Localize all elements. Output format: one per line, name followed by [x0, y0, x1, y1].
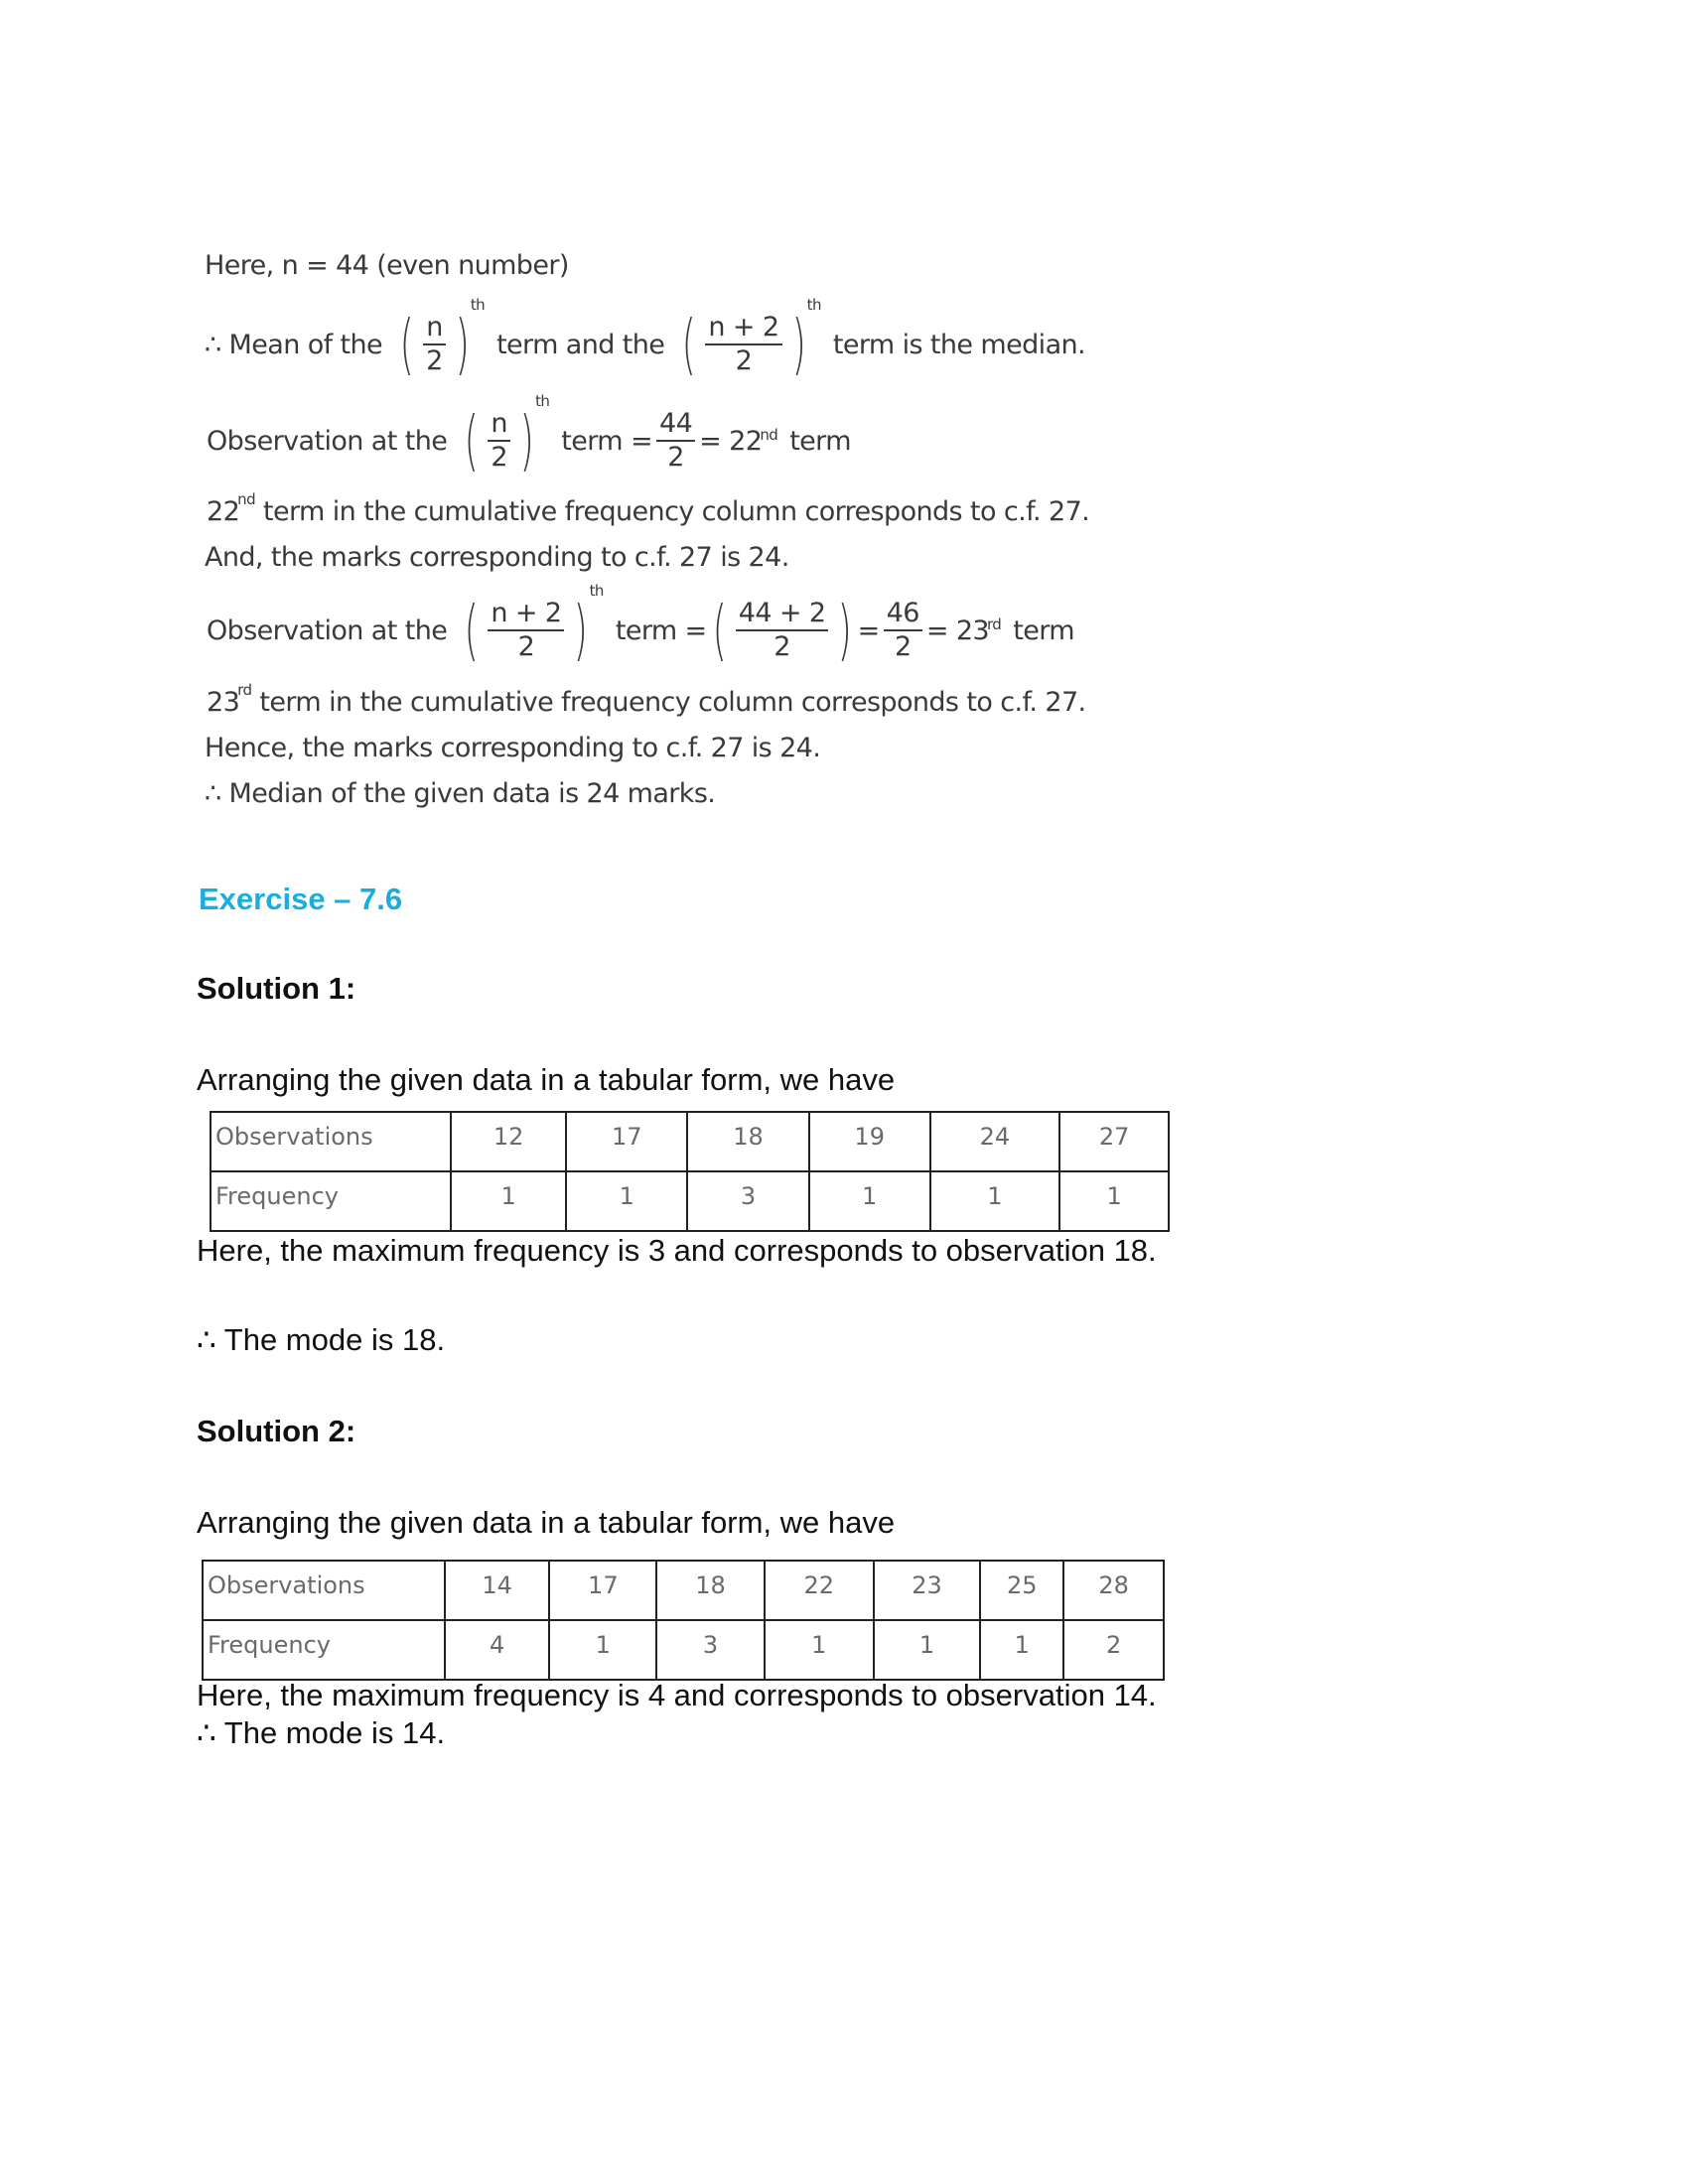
- table-cell: 2: [1063, 1620, 1164, 1680]
- solution-1-intro: Arranging the given data in a tabular form, we have: [197, 1062, 896, 1097]
- fraction-denominator: 2: [735, 345, 753, 376]
- table-row-frequency: [203, 1620, 1164, 1680]
- result-value: = 23: [925, 614, 989, 646]
- cf-23rd-line: [207, 681, 1086, 718]
- solution-1-title: Solution 1:: [197, 971, 356, 1006]
- table-cell: 1: [809, 1171, 930, 1231]
- table-row-observations: [203, 1561, 1164, 1620]
- row-label-observations: Observations: [211, 1112, 451, 1171]
- row-label-frequency: Frequency: [203, 1620, 445, 1680]
- ordinal-superscript: th: [589, 581, 604, 600]
- result-suffix: term: [789, 425, 851, 457]
- fraction-numerator: n + 2: [488, 600, 564, 631]
- observation-22nd-line: [207, 391, 851, 480]
- fraction-n-plus-2-over-2: ( $\frac{n + 2}{2}$ ): [681, 306, 806, 382]
- solution-2-title: Solution 2:: [197, 1414, 356, 1448]
- fraction-numerator: n: [423, 314, 446, 345]
- ordinal-superscript: th: [535, 391, 550, 410]
- fraction-44-over-2: [656, 407, 695, 473]
- fraction-denominator: 2: [491, 442, 507, 473]
- table-row-frequency: [211, 1171, 1169, 1231]
- table-cell: 1: [765, 1620, 874, 1680]
- ordinal-superscript: rd: [237, 681, 252, 699]
- table-cell: 17: [566, 1112, 687, 1171]
- ordinal-superscript: th: [470, 295, 486, 314]
- observation-prefix: Observation at the: [207, 425, 448, 457]
- ordinal-number: 23: [207, 687, 240, 718]
- term-equals: term =: [561, 425, 652, 457]
- median-definition-middle: term and the: [496, 329, 665, 360]
- table-cell: 18: [656, 1561, 765, 1620]
- table-cell: 14: [445, 1561, 550, 1620]
- table-cell: 1: [451, 1171, 567, 1231]
- cf-22nd-text: term in the cumulative frequency column corresponds to c.f. 27.: [263, 496, 1090, 527]
- fraction-denominator: 2: [517, 631, 535, 662]
- fraction-denominator: 2: [426, 345, 443, 376]
- fraction-denominator: 2: [667, 442, 684, 473]
- table-cell: 1: [1059, 1171, 1169, 1231]
- fraction-numerator: n: [488, 410, 510, 442]
- fraction-denominator: 2: [774, 631, 790, 662]
- median-definition-suffix: term is the median.: [832, 329, 1086, 360]
- term-equals: term =: [615, 614, 707, 646]
- median-definition-line: [205, 295, 1086, 384]
- table-cell: 12: [451, 1112, 567, 1171]
- table-cell: 1: [930, 1171, 1060, 1231]
- table-cell: 1: [874, 1620, 981, 1680]
- table-cell: 25: [980, 1561, 1063, 1620]
- solution-2-explanation: Here, the maximum frequency is 4 and corresponds to observation 14.: [197, 1678, 1157, 1712]
- table-cell: 1: [566, 1171, 687, 1231]
- fraction-numerator: 44: [656, 410, 695, 442]
- equals-sign: =: [857, 614, 880, 646]
- observation-23rd-line: [207, 581, 1074, 670]
- cf-23rd-text: term in the cumulative frequency column corresponds to c.f. 27.: [259, 687, 1086, 718]
- fraction-numerator: 46: [884, 600, 922, 631]
- ordinal-number: 22: [207, 496, 240, 527]
- table-cell: 28: [1063, 1561, 1164, 1620]
- solution-2-conclusion: ∴ The mode is 14.: [197, 1715, 446, 1750]
- hence-marks-line: Hence, the marks corresponding to c.f. 27 is 24.: [205, 733, 821, 763]
- solution-1-table: [210, 1111, 1170, 1232]
- row-label-observations: Observations: [203, 1561, 445, 1620]
- fraction-44-plus-2-over-2: ( $\frac{44 + 2}{2}$ ): [712, 592, 852, 668]
- result-value: = 22: [699, 425, 763, 457]
- median-conclusion-line: ∴ Median of the given data is 24 marks.: [205, 778, 716, 809]
- table-cell: 19: [809, 1112, 930, 1171]
- fraction-denominator: 2: [894, 631, 912, 662]
- fraction-46-over-2: [884, 597, 922, 662]
- table-cell: 3: [656, 1620, 765, 1680]
- solution-1-explanation: Here, the maximum frequency is 3 and corresponds to observation 18.: [197, 1233, 1157, 1268]
- table-cell: 3: [687, 1171, 809, 1231]
- table-cell: 23: [874, 1561, 981, 1620]
- marks-cf-line: And, the marks corresponding to c.f. 27 is 24.: [205, 542, 789, 573]
- fraction-n-plus-2-over-2: ( $\frac{n + 2}{2}$ ): [464, 592, 588, 668]
- fraction-numerator: 44 + 2: [736, 600, 829, 631]
- fraction-n-over-2: ( $\frac{n}{2}$ ): [464, 402, 534, 478]
- cf-22nd-line: [207, 490, 1090, 527]
- ordinal-superscript: rd: [987, 614, 1002, 633]
- n-value-line: Here, n = 44 (even number): [205, 250, 569, 281]
- observation-prefix: Observation at the: [207, 614, 448, 646]
- exercise-heading: Exercise – 7.6: [199, 882, 403, 916]
- row-label-frequency: Frequency: [211, 1171, 451, 1231]
- solution-2-intro: Arranging the given data in a tabular form, we have: [197, 1505, 896, 1540]
- table-cell: 24: [930, 1112, 1060, 1171]
- fraction-n-over-2: ( $\frac{n}{2}$ ): [399, 306, 470, 382]
- fraction-numerator: n + 2: [705, 314, 781, 345]
- ordinal-superscript: nd: [237, 490, 256, 508]
- table-cell: 4: [445, 1620, 550, 1680]
- table-cell: 1: [549, 1620, 656, 1680]
- table-cell: 1: [980, 1620, 1063, 1680]
- result-suffix: term: [1013, 614, 1074, 646]
- table-cell: 18: [687, 1112, 809, 1171]
- table-cell: 17: [549, 1561, 656, 1620]
- table-cell: 27: [1059, 1112, 1169, 1171]
- median-definition-prefix: ∴ Mean of the: [205, 329, 383, 360]
- solution-2-table: [202, 1560, 1165, 1681]
- table-cell: 22: [765, 1561, 874, 1620]
- table-row-observations: [211, 1112, 1169, 1171]
- ordinal-superscript: nd: [760, 425, 778, 444]
- ordinal-superscript: th: [806, 295, 821, 314]
- solution-1-conclusion: ∴ The mode is 18.: [197, 1322, 446, 1357]
